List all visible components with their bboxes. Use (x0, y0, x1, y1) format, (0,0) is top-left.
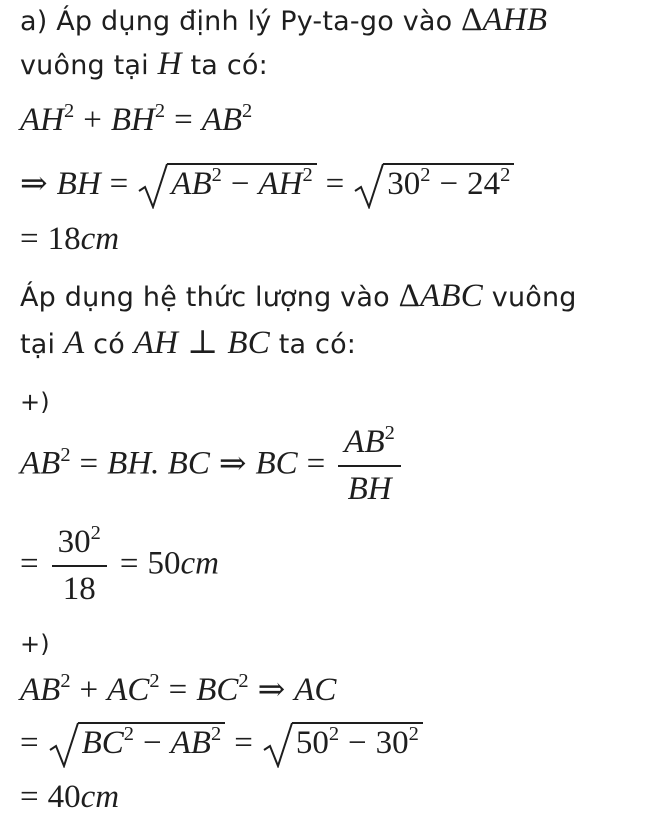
term: BH (56, 166, 101, 202)
bullet-plus-2: +) (20, 630, 50, 658)
radical-sign (137, 163, 169, 209)
exponent: 2 (328, 723, 340, 746)
exponent: 2 (238, 670, 249, 693)
exponent: 2 (500, 164, 511, 187)
term: BC (227, 325, 270, 361)
fraction (338, 424, 401, 508)
radical-sign (262, 722, 294, 768)
radical-sign (48, 722, 80, 768)
vertex-variable: H (157, 46, 182, 82)
square-root (353, 163, 514, 203)
plus-sign: + (79, 672, 99, 708)
number: 24 (467, 166, 501, 202)
number: 50 (147, 545, 181, 582)
number: 18 (47, 221, 81, 257)
text-fragment: tại (20, 329, 65, 360)
equals-sign: = (234, 725, 253, 761)
term: BH. BC (107, 445, 210, 482)
term: AB (20, 445, 61, 482)
term: BH (110, 102, 155, 138)
text-line-3 (20, 278, 577, 315)
square-root (48, 722, 226, 762)
equals-sign: = (20, 221, 39, 257)
equals-sign: = (20, 725, 39, 761)
term: AH (133, 325, 179, 361)
square-root (137, 163, 316, 203)
exponent: 2 (302, 164, 313, 187)
term: BC (196, 672, 239, 708)
exponent: 2 (408, 723, 419, 746)
exponent: 2 (60, 670, 71, 693)
unit: cm (180, 545, 219, 582)
unit: cm (80, 221, 120, 257)
implies-arrow: ⇒ (218, 445, 247, 482)
plus-sign: + (83, 102, 102, 138)
intro-text: a) Áp dụng định lý Py-ta-go vào (20, 6, 462, 37)
exponent: 2 (210, 723, 222, 746)
equation-bh-sqrt (20, 163, 514, 203)
number: 40 (47, 779, 81, 815)
exponent: 2 (242, 100, 253, 123)
term: AB (20, 672, 61, 708)
exponent: 2 (60, 443, 71, 466)
minus-sign: − (230, 166, 250, 202)
equation-ac-pythagoras (20, 669, 336, 709)
exponent: 2 (211, 164, 222, 187)
minus-sign: − (143, 725, 162, 761)
equals-sign: = (20, 779, 39, 815)
minus-sign: − (439, 166, 459, 202)
equals-sign: = (168, 672, 188, 708)
equals-sign: = (306, 445, 326, 482)
equals-sign: = (119, 545, 139, 582)
square-root (262, 722, 423, 762)
text-line-2 (20, 46, 268, 83)
exponent: 2 (149, 670, 160, 693)
perpendicular-symbol: ⊥ (187, 325, 219, 361)
term: BC (255, 445, 298, 482)
equals-sign: = (79, 445, 99, 482)
term: AB (201, 102, 243, 138)
implies-arrow: ⇒ (257, 672, 286, 708)
equation-bh-result (20, 221, 119, 258)
triangle-symbol: Δ (398, 278, 421, 314)
numerator: 30 (57, 524, 91, 560)
equation-pythagoras (20, 102, 252, 139)
text-fragment: vuông (482, 282, 577, 313)
equals-sign: = (174, 102, 193, 138)
text-fragment: Áp dụng hệ thức lượng vào (20, 282, 399, 313)
denominator: 18 (62, 571, 96, 607)
exponent: 2 (420, 164, 431, 187)
equation-ac-result (20, 779, 119, 816)
exponent: 2 (64, 100, 75, 123)
term: AH (258, 166, 303, 202)
number: 30 (387, 166, 421, 202)
equation-bc-fraction (20, 424, 405, 508)
exponent: 2 (90, 522, 101, 545)
exponent: 2 (154, 100, 166, 123)
term: BC (81, 725, 124, 761)
vertex-variable: A (64, 325, 85, 361)
text-line-4 (20, 322, 356, 362)
fraction (52, 524, 107, 608)
term: AC (294, 672, 337, 708)
minus-sign: − (348, 725, 367, 761)
bullet-plus-1: +) (20, 388, 50, 416)
equation-bc-result (20, 524, 219, 608)
text-fragment: vuông tại (20, 50, 158, 81)
exponent: 2 (123, 723, 135, 746)
exponent: 2 (384, 422, 395, 445)
denominator: BH (347, 471, 392, 507)
term: AH (20, 102, 64, 138)
triangle-name: ABC (420, 278, 483, 314)
equals-sign: = (325, 166, 345, 202)
number: 50 (295, 725, 329, 761)
triangle-symbol: Δ (461, 2, 483, 38)
unit: cm (80, 779, 120, 815)
term: AB (170, 725, 211, 761)
equals-sign: = (109, 166, 129, 202)
number: 30 (375, 725, 409, 761)
implies-arrow: ⇒ (20, 166, 48, 202)
equation-ac-sqrt (20, 722, 423, 762)
text-fragment: ta có: (269, 329, 357, 360)
numerator: AB (344, 424, 385, 460)
triangle-name: AHB (482, 2, 548, 38)
term: AB (171, 166, 212, 202)
term: AC (107, 672, 150, 708)
radical-sign (353, 163, 385, 209)
text-fragment: có (84, 329, 134, 360)
text-line-1 (20, 2, 547, 39)
text-fragment: ta có: (181, 50, 268, 81)
equals-sign: = (20, 545, 39, 582)
